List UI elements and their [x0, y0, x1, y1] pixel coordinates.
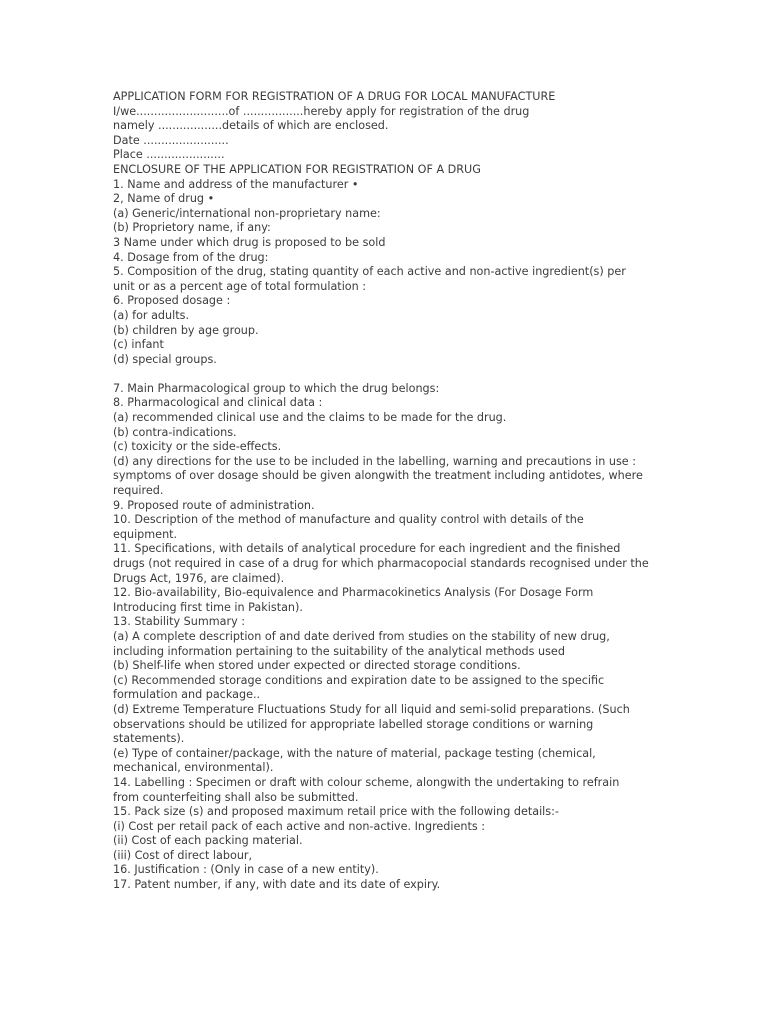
form-line: (a) recommended clinical use and the claims to be made for the drug. — [113, 411, 507, 425]
form-line: 15. Pack size (s) and proposed maximum retail price with the following details:- — [113, 805, 559, 819]
intro-line: I/we..........................of .................hereby apply for registration of the drug — [113, 104, 530, 118]
form-line: (d) Extreme Temperature Fluctuations Study for all liquid and semi-solid preparations. (Such — [113, 702, 630, 716]
form-line: statements). — [113, 732, 185, 746]
form-line: (iii) Cost of direct labour, — [113, 848, 253, 862]
form-line: (b) contra-indications. — [113, 425, 237, 439]
form-line: 5. Composition of the drug, stating quantity of each active and non-active ingredient(s) per — [113, 265, 626, 279]
form-line: 14. Labelling : Specimen or draft with colour scheme, alongwith the undertaking to refrain — [113, 775, 620, 789]
form-line: (e) Type of container/package, with the nature of material, package testing (chemical, — [113, 746, 596, 760]
form-line: 13. Stability Summary : — [113, 615, 246, 629]
form-line: 7. Main Pharmacological group to which the drug belongs: — [113, 381, 440, 395]
form-line: 8. Pharmacological and clinical data : — [113, 396, 323, 410]
form-line: 1. Name and address of the manufacturer • — [113, 177, 359, 191]
form-line: including information pertaining to the suitability of the analytical methods used — [113, 644, 565, 658]
form-line: symptoms of over dosage should be given alongwith the treatment including antidotes, where — [113, 469, 643, 483]
document-title: APPLICATION FORM FOR REGISTRATION OF A DRUG FOR LOCAL MANUFACTURE — [113, 90, 556, 103]
form-line: equipment. — [113, 527, 178, 541]
enclosure-heading: ENCLOSURE OF THE APPLICATION FOR REGISTRATION OF A DRUG — [113, 162, 481, 176]
blank-line — [113, 367, 658, 382]
form-line: (ii) Cost of each packing material. — [113, 834, 303, 848]
form-line: drugs (not required in case of a drug for which pharmacopocial standards recognised under the — [113, 557, 649, 570]
form-line: 2, Name of drug • — [113, 192, 215, 206]
form-line: observations should be utilized for appropriate labelled storage conditions or warning — [113, 717, 594, 731]
document-body — [113, 90, 658, 893]
form-line: unit or as a percent age of total formulation : — [113, 279, 367, 293]
form-line: (c) Recommended storage conditions and expiration date to be assigned to the specific — [113, 673, 605, 687]
form-line: (b) Proprietory name, if any: — [113, 221, 271, 235]
form-line: (c) infant — [113, 338, 164, 352]
form-line: 11. Specifications, with details of analytical procedure for each ingredient and the finished — [113, 542, 621, 556]
form-line: 10. Description of the method of manufacture and quality control with details of the — [113, 513, 584, 527]
form-line: 9. Proposed route of administration. — [113, 498, 315, 512]
form-line: (c) toxicity or the side-effects. — [113, 440, 282, 454]
form-line: (a) Generic/international non-proprietary name: — [113, 206, 381, 220]
form-line: mechanical, environmental). — [113, 761, 274, 775]
form-line: (i) Cost per retail pack of each active and non-active. Ingredients : — [113, 819, 486, 833]
form-line: from counterfeiting shall also be submitted. — [113, 790, 359, 804]
form-line: (d) any directions for the use to be included in the labelling, warning and precautions in use : — [113, 454, 636, 468]
form-line: (a) A complete description of and date derived from studies on the stability of new drug, — [113, 629, 610, 643]
form-line: 4. Dosage from of the drug: — [113, 250, 269, 264]
form-line: 16. Justification : (Only in case of a new entity). — [113, 863, 379, 877]
form-line: 17. Patent number, if any, with date and its date of expiry. — [113, 878, 441, 892]
form-line: formulation and package.. — [113, 688, 261, 702]
form-line: 12. Bio-availability, Bio-equivalence and Pharmacokinetics Analysis (For Dosage Form — [113, 586, 594, 600]
form-line: required. — [113, 484, 164, 498]
form-line: Drugs Act, 1976, are claimed). — [113, 571, 285, 585]
form-line: (b) Shelf-life when stored under expected or directed storage conditions. — [113, 659, 521, 673]
form-line: 6. Proposed dosage : — [113, 294, 231, 308]
form-line: (d) special groups. — [113, 352, 217, 366]
form-line: Introducing first time in Pakistan). — [113, 600, 303, 614]
date-line: Date ........................ — [113, 133, 229, 147]
place-line: Place ...................... — [113, 148, 225, 162]
form-line: 3 Name under which drug is proposed to be sold — [113, 235, 386, 249]
form-line: (a) for adults. — [113, 308, 190, 322]
intro-line: namely ..................details of which are enclosed. — [113, 119, 389, 133]
form-line: (b) children by age group. — [113, 323, 259, 337]
